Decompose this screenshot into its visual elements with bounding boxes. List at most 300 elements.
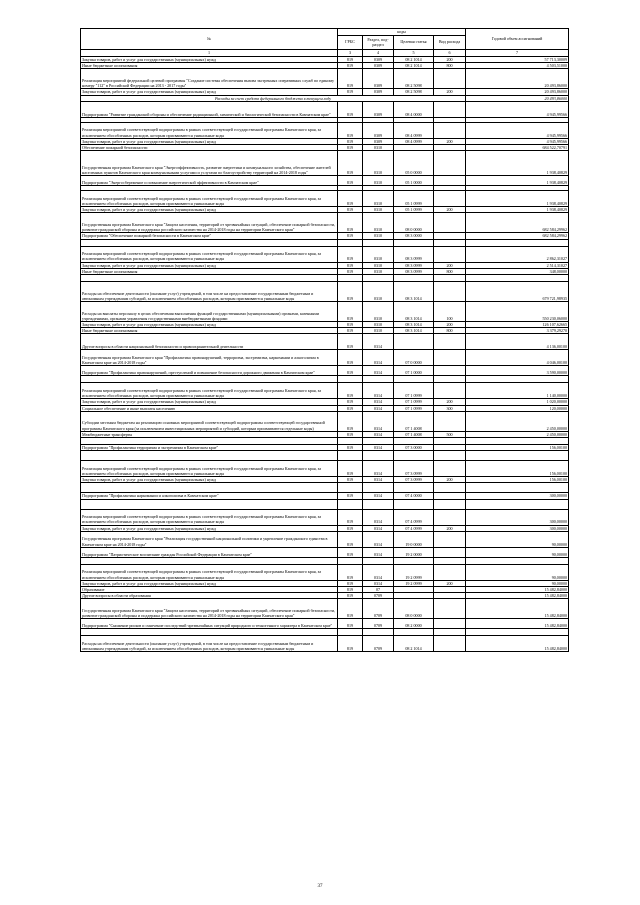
table-row <box>81 176 569 186</box>
razdel-cell <box>363 239 394 246</box>
table-row <box>81 122 569 138</box>
razdel-cell <box>363 483 394 493</box>
expense-type-cell <box>434 557 466 564</box>
grbs-cell: 819 <box>338 151 363 176</box>
table-row <box>81 191 569 207</box>
header-num: № <box>81 29 338 50</box>
amount-cell <box>466 376 569 383</box>
amount-cell: 90,00000 <box>466 564 569 580</box>
name-cell: Иные бюджетные ассигнования <box>81 63 338 69</box>
expense-type-cell <box>434 383 466 399</box>
amount-cell: 550 230,06000 <box>466 302 569 322</box>
target-article-cell <box>394 629 434 636</box>
grbs-cell: 819 <box>338 509 363 525</box>
amount-cell: 15 482,84000 <box>466 593 569 599</box>
table-row <box>81 599 569 619</box>
name-cell <box>81 438 338 445</box>
target-article-cell: 07 1 0999 <box>394 405 434 411</box>
target-article-cell <box>394 334 434 350</box>
name-cell: Реализация мероприятий федеральной целевой программы "Создание системы обеспечения вызова экстренных оперативных служб по единому номеру "112" в Российской Федерации на 2013 - 2017 годы" <box>81 69 338 89</box>
razdel-cell: 0314 <box>363 445 394 451</box>
razdel-cell: 0310 <box>363 328 394 334</box>
name-cell <box>81 483 338 493</box>
table-row <box>81 411 569 431</box>
razdel-cell: 0310 <box>363 176 394 186</box>
amount-cell: 20 493,86000 <box>466 89 569 95</box>
table-row <box>81 619 569 629</box>
budget-table <box>80 28 569 652</box>
name-cell: Государственная программа Камчатского края "Защита населения, территорий от чрезвычайных ситуаций, обеспечение пожарной безопасности, развитие гражданской обороны и поддержка российского казачества на 2014-2018 годы на территории Камчатского края" <box>81 599 338 619</box>
target-article-cell: 05 0 0000 <box>394 151 434 176</box>
grbs-cell: 819 <box>338 191 363 207</box>
table-row <box>81 239 569 246</box>
razdel-cell: 0310 <box>363 191 394 207</box>
amount-cell: 15 482,84000 <box>466 619 569 629</box>
target-article-cell: 07 1 0999 <box>394 383 434 399</box>
razdel-cell: 0310 <box>363 213 394 233</box>
expense-type-cell <box>434 411 466 431</box>
target-article-cell: 07 1 0999 <box>394 399 434 405</box>
razdel-cell: 0309 <box>363 138 394 144</box>
target-article-cell: 19 2 0999 <box>394 564 434 580</box>
expense-type-cell <box>434 69 466 89</box>
amount-cell: 4 945,99566 <box>466 101 569 117</box>
table-row <box>81 499 569 509</box>
amount-cell: 4 945,99566 <box>466 122 569 138</box>
razdel-cell: 0314 <box>363 477 394 483</box>
target-article-cell: 08 0 0000 <box>394 213 434 233</box>
name-cell: Закупка товаров, работ и услуг для государственных (муниципальных) нужд <box>81 89 338 95</box>
grbs-cell: 819 <box>338 636 363 652</box>
amount-cell <box>466 451 569 461</box>
grbs-cell: 819 <box>338 593 363 599</box>
name-cell: Закупка товаров, работ и услуг для государственных (муниципальных) нужд <box>81 138 338 144</box>
target-article-cell: 08 2 0000 <box>394 619 434 629</box>
razdel-cell <box>363 275 394 282</box>
expense-type-cell <box>434 246 466 262</box>
razdel-cell <box>363 499 394 509</box>
expense-type-cell: 200 <box>434 207 466 213</box>
col-number-5: 5 <box>394 50 434 57</box>
razdel-cell: 0310 <box>363 322 394 328</box>
razdel-cell <box>363 557 394 564</box>
razdel-cell: 0310 <box>363 233 394 239</box>
expense-type-cell: 300 <box>434 405 466 411</box>
amount-cell <box>466 557 569 564</box>
razdel-cell: 0314 <box>363 399 394 405</box>
table-row <box>81 461 569 477</box>
table-row <box>81 282 569 302</box>
expense-type-cell <box>434 547 466 557</box>
note-cell: Расходы за счет средств федерального бюджета в текущем году <box>81 95 466 101</box>
razdel-cell: 0314 <box>363 383 394 399</box>
name-cell: Государственная программа Камчатского края "Профилактика правонарушений, терроризма, экстремизма, наркомании и алкоголизма в Камчатском крае на 2014-2018 годы" <box>81 350 338 366</box>
expense-type-cell <box>434 564 466 580</box>
target-article-cell: 07 3 0999 <box>394 477 434 483</box>
grbs-cell: 819 <box>338 366 363 376</box>
target-article-cell: 07 0 0000 <box>394 350 434 366</box>
target-article-cell: 08 4 0000 <box>394 101 434 117</box>
razdel-cell <box>363 451 394 461</box>
razdel-cell: 0709 <box>363 593 394 599</box>
name-cell: Расходы на обеспечение деятельности (оказание услуг) учреждений, в том числе на предоставление государственным бюджетным и автономным учреждениям субсидий, за исключением обособленных расходов, которым присваиваются уникальные коды <box>81 282 338 302</box>
expense-type-cell <box>434 350 466 366</box>
razdel-cell: 0309 <box>363 57 394 63</box>
amount-cell: 300,00000 <box>466 509 569 525</box>
grbs-cell <box>338 376 363 383</box>
target-article-cell: 19 2 0999 <box>394 580 434 586</box>
name-cell: Подпрограмма "Обеспечение пожарной безопасности в Камчатском крае" <box>81 233 338 239</box>
expense-type-cell <box>434 191 466 207</box>
table-row <box>81 69 569 89</box>
grbs-cell: 819 <box>338 350 363 366</box>
expense-type-cell: 200 <box>434 138 466 144</box>
name-cell: Закупка товаров, работ и услуг для государственных (муниципальных) нужд <box>81 207 338 213</box>
name-cell <box>81 629 338 636</box>
name-cell <box>81 499 338 509</box>
name-cell: Обеспечение пожарной безопасности <box>81 145 338 151</box>
target-article-cell: 08 4 0999 <box>394 122 434 138</box>
razdel-cell <box>363 376 394 383</box>
amount-cell <box>466 275 569 282</box>
header-total: Годовой объем ассигнований <box>466 29 569 50</box>
table-row <box>81 547 569 557</box>
grbs-cell: 819 <box>338 233 363 239</box>
grbs-cell: 819 <box>338 322 363 328</box>
amount-cell: 682 584,29962 <box>466 213 569 233</box>
target-article-cell <box>394 499 434 509</box>
name-cell: Реализация мероприятий соответствующей подпрограммы в рамках соответствующей государственной программы Камчатского края, за исключением обособленных расходов, которым присваиваются уникальные коды <box>81 509 338 525</box>
expense-type-cell: 800 <box>434 63 466 69</box>
name-cell: Иные бюджетные ассигнования <box>81 268 338 274</box>
grbs-cell <box>338 438 363 445</box>
col-number-4: 4 <box>363 50 394 57</box>
table-row <box>81 376 569 383</box>
expense-type-cell: 200 <box>434 57 466 63</box>
expense-type-cell <box>434 483 466 493</box>
razdel-cell: 0310 <box>363 302 394 322</box>
target-article-cell: 08 3 1014 <box>394 302 434 322</box>
target-article-cell: 07 1 0000 <box>394 366 434 376</box>
target-article-cell <box>394 557 434 564</box>
razdel-cell: 0314 <box>363 411 394 431</box>
grbs-cell <box>338 275 363 282</box>
table-row <box>81 383 569 399</box>
target-article-cell: 08 4 0999 <box>394 138 434 144</box>
page-number: 37 <box>317 884 323 889</box>
expense-type-cell <box>434 282 466 302</box>
grbs-cell: 819 <box>338 246 363 262</box>
target-article-cell <box>394 376 434 383</box>
razdel-cell: 0309 <box>363 69 394 89</box>
grbs-cell: 819 <box>338 411 363 431</box>
amount-cell: 1 140,00000 <box>466 383 569 399</box>
amount-cell: 1 020,00000 <box>466 399 569 405</box>
name-cell: Расходы на обеспечение деятельности (оказание услуг) учреждений, в том числе на предоставление государственным бюджетным и автономным учреждениям субсидий, за исключением обособленных расходов, которым присваиваются уникальные коды <box>81 636 338 652</box>
amount-cell: 682 584,29962 <box>466 233 569 239</box>
expense-type-cell <box>434 499 466 509</box>
amount-cell: 2 450,00000 <box>466 431 569 437</box>
table-row <box>81 557 569 564</box>
expense-type-cell <box>434 213 466 233</box>
grbs-cell: 819 <box>338 580 363 586</box>
name-cell: Государственная программа Камчатского края "Реализация государственной национальной политики и укрепление гражданского единства в Камчатском крае на 2014-2018 годы" <box>81 531 338 547</box>
table-row <box>81 629 569 636</box>
amount-cell <box>466 629 569 636</box>
name-cell <box>81 275 338 282</box>
amount-cell: 4 503,51000 <box>466 63 569 69</box>
amount-cell: 20 493,86000 <box>466 69 569 89</box>
razdel-cell: 0314 <box>363 431 394 437</box>
target-article-cell: 08 2 5098 <box>394 69 434 89</box>
name-cell: Подпрограмма "Снижение рисков и смягчение последствий чрезвычайных ситуаций природного и техногенного характера в Камчатском крае" <box>81 619 338 629</box>
target-article-cell: 08 0 0000 <box>394 599 434 619</box>
amount-cell <box>466 499 569 509</box>
razdel-cell: 0709 <box>363 619 394 629</box>
col-number-6: 6 <box>434 50 466 57</box>
razdel-cell: 0314 <box>363 564 394 580</box>
grbs-cell: 819 <box>338 399 363 405</box>
table-row <box>81 483 569 493</box>
target-article-cell: 07 4 0999 <box>394 509 434 525</box>
header-vr: Вид расхода <box>434 36 466 50</box>
table-row <box>81 366 569 376</box>
table-row <box>81 151 569 176</box>
expense-type-cell <box>434 275 466 282</box>
target-article-cell: 08 3 0999 <box>394 246 434 262</box>
col-number-3: 3 <box>338 50 363 57</box>
amount-cell: 3 590,00000 <box>466 366 569 376</box>
razdel-cell: 0709 <box>363 636 394 652</box>
name-cell: Подпрограмма "Патриотическое воспитание граждан Российской Федерации в Камчатском крае" <box>81 547 338 557</box>
grbs-cell: 819 <box>338 599 363 619</box>
name-cell: Другие вопросы в области образования <box>81 593 338 599</box>
amount-cell: 15 482,84000 <box>466 636 569 652</box>
target-article-cell: 08 3 0000 <box>394 233 434 239</box>
target-article-cell <box>394 483 434 493</box>
name-cell: Закупка товаров, работ и услуг для государственных (муниципальных) нужд <box>81 322 338 328</box>
target-article-cell <box>394 451 434 461</box>
amount-cell: 348,00000 <box>466 268 569 274</box>
name-cell: Образование <box>81 587 338 593</box>
expense-type-cell <box>434 451 466 461</box>
grbs-cell: 819 <box>338 69 363 89</box>
razdel-cell <box>363 629 394 636</box>
amount-cell: 1 938,40829 <box>466 151 569 176</box>
razdel-cell: 0314 <box>363 461 394 477</box>
amount-cell: 156,00100 <box>466 461 569 477</box>
razdel-cell: 0314 <box>363 531 394 547</box>
name-cell: Иные бюджетные ассигнования <box>81 328 338 334</box>
name-cell: Социальное обеспечение и иные выплаты населению <box>81 405 338 411</box>
target-article-cell: 08 2 1014 <box>394 63 434 69</box>
name-cell: Реализация мероприятий соответствующей подпрограммы в рамках соответствующей государственной программы Камчатского края, за исключением обособленных расходов, которым присваиваются уникальные коды <box>81 564 338 580</box>
grbs-cell: 819 <box>338 207 363 213</box>
razdel-cell: 07 <box>363 587 394 593</box>
grbs-cell: 819 <box>338 122 363 138</box>
table-body <box>81 57 569 652</box>
target-article-cell: 08 3 0999 <box>394 262 434 268</box>
target-article-cell: 08 3 1014 <box>394 328 434 334</box>
expense-type-cell: 200 <box>434 477 466 483</box>
amount-cell: 57 713,30009 <box>466 57 569 63</box>
header-razdel: Раздел, под-раздел <box>363 36 394 50</box>
razdel-cell <box>363 438 394 445</box>
name-cell: Субсидии местным бюджетам на реализацию основных мероприятий соответствующей подпрограммы соответствующей государственной программы Камчатского края (за исключением инвестиционных мероприятий и субсидий, которым присваиваются отдельные коды) <box>81 411 338 431</box>
name-cell: Подпрограмма "Развитие гражданской обороны и обеспечение радиационной, химической и биологической безопасности в Камчатском крае" <box>81 101 338 117</box>
amount-cell: 2 450,00000 <box>466 411 569 431</box>
razdel-cell: 0314 <box>363 334 394 350</box>
grbs-cell <box>338 629 363 636</box>
grbs-cell: 819 <box>338 461 363 477</box>
grbs-cell: 819 <box>338 334 363 350</box>
name-cell: Расходы на выплаты персоналу в целях обеспечения выполнения функций государственными (муниципальными) органами, казенными учреждениями, органами управления государственными внебюджетными фондами <box>81 302 338 322</box>
expense-type-cell <box>434 461 466 477</box>
name-cell: Межбюджетные трансферты <box>81 431 338 437</box>
amount-cell: 4 945,99566 <box>466 138 569 144</box>
name-cell: Подпрограмма "Профилактика терроризма и экстремизма в Камчатском крае" <box>81 445 338 451</box>
amount-cell: 2 862,31027 <box>466 246 569 262</box>
grbs-cell: 819 <box>338 282 363 302</box>
table-row <box>81 101 569 117</box>
name-cell: Закупка товаров, работ и услуг для государственных (муниципальных) нужд <box>81 477 338 483</box>
target-article-cell <box>394 239 434 246</box>
name-cell: Закупка товаров, работ и услуг для государственных (муниципальных) нужд <box>81 580 338 586</box>
amount-cell: 300,00000 <box>466 493 569 499</box>
expense-type-cell <box>434 509 466 525</box>
amount-cell: 1 938,40829 <box>466 176 569 186</box>
amount-cell: 2 514,31027 <box>466 262 569 268</box>
expense-type-cell <box>434 629 466 636</box>
table-row <box>81 334 569 350</box>
razdel-cell: 0310 <box>363 262 394 268</box>
amount-cell: 4 136,00100 <box>466 334 569 350</box>
name-cell <box>81 557 338 564</box>
razdel-cell: 0309 <box>363 101 394 117</box>
header-codes: коды <box>338 29 466 36</box>
grbs-cell: 819 <box>338 138 363 144</box>
grbs-cell: 819 <box>338 531 363 547</box>
grbs-cell: 819 <box>338 587 363 593</box>
expense-type-cell: 200 <box>434 89 466 95</box>
name-cell: Закупка товаров, работ и услуг для государственных (муниципальных) нужд <box>81 262 338 268</box>
name-cell: Закупка товаров, работ и услуг для государственных (муниципальных) нужд <box>81 399 338 405</box>
razdel-cell: 0709 <box>363 599 394 619</box>
table-row <box>81 438 569 445</box>
expense-type-cell <box>434 122 466 138</box>
table-row <box>81 275 569 282</box>
name-cell: Закупка товаров, работ и услуг для государственных (муниципальных) нужд <box>81 57 338 63</box>
amount-cell: 156,00100 <box>466 477 569 483</box>
amount-cell: 1 938,40829 <box>466 207 569 213</box>
target-article-cell <box>394 438 434 445</box>
grbs-cell: 819 <box>338 405 363 411</box>
expense-type-cell: 200 <box>434 580 466 586</box>
amount-cell: 90,00000 <box>466 531 569 547</box>
expense-type-cell: 800 <box>434 328 466 334</box>
name-cell: Подпрограмма "Профилактика правонарушений, преступлений и повышение безопасности дорожного движения в Камчатском крае" <box>81 366 338 376</box>
razdel-cell: 0310 <box>363 246 394 262</box>
table-row <box>81 350 569 366</box>
expense-type-cell <box>434 599 466 619</box>
name-cell: Подпрограмма "Профилактика наркомании и алкоголизма в Камчатском крае" <box>81 493 338 499</box>
expense-type-cell <box>434 334 466 350</box>
amount-cell: 300,00000 <box>466 525 569 531</box>
expense-type-cell: 800 <box>434 268 466 274</box>
razdel-cell: 0314 <box>363 580 394 586</box>
amount-cell <box>466 239 569 246</box>
target-article-cell: 19 0 0000 <box>394 531 434 547</box>
grbs-cell: 819 <box>338 262 363 268</box>
razdel-cell: 0314 <box>363 350 394 366</box>
col-number-7: 7 <box>466 50 569 57</box>
target-article-cell: 08 2 5098 <box>394 89 434 95</box>
name-cell: Государственная программа Камчатского края "Энергоэффективность, развитие энергетики и коммунального хозяйства, обеспечение жителей населенных пунктов Камчатского края коммунальными услугами и услугами по благоустройству территорий на 2014-2018 годы" <box>81 151 338 176</box>
target-article-cell: 08 2 1014 <box>394 57 434 63</box>
grbs-cell: 819 <box>338 145 363 151</box>
razdel-cell: 0310 <box>363 207 394 213</box>
table-row <box>81 509 569 525</box>
expense-type-cell <box>434 176 466 186</box>
expense-type-cell <box>434 151 466 176</box>
budget-table-sheet <box>80 28 568 652</box>
target-article-cell: 08 3 0999 <box>394 268 434 274</box>
target-article-cell <box>394 275 434 282</box>
expense-type-cell <box>434 101 466 117</box>
amount-cell: 15 482,84000 <box>466 599 569 619</box>
grbs-cell: 819 <box>338 477 363 483</box>
grbs-cell: 819 <box>338 445 363 451</box>
razdel-cell: 0314 <box>363 405 394 411</box>
grbs-cell: 819 <box>338 101 363 117</box>
razdel-cell: 0309 <box>363 63 394 69</box>
grbs-cell <box>338 451 363 461</box>
table-row <box>81 636 569 652</box>
table-row <box>81 213 569 233</box>
razdel-cell: 0314 <box>363 547 394 557</box>
amount-cell: 3 379,29270 <box>466 328 569 334</box>
grbs-cell <box>338 499 363 509</box>
name-cell: Реализация мероприятий соответствующей подпрограммы в рамках соответствующей государственной программы Камчатского края, за исключением обособленных расходов, которым присваиваются уникальные коды <box>81 461 338 477</box>
table-row <box>81 451 569 461</box>
grbs-cell <box>338 483 363 493</box>
grbs-cell: 819 <box>338 431 363 437</box>
amount-cell <box>466 483 569 493</box>
grbs-cell: 819 <box>338 176 363 186</box>
razdel-cell: 0314 <box>363 509 394 525</box>
target-article-cell: 07 4 0999 <box>394 525 434 531</box>
table-row <box>81 246 569 262</box>
grbs-cell: 819 <box>338 525 363 531</box>
expense-type-cell <box>434 636 466 652</box>
amount-cell <box>466 438 569 445</box>
razdel-cell: 0310 <box>363 282 394 302</box>
target-article-cell: 05 1 0000 <box>394 176 434 186</box>
col-number-1: 1 <box>81 50 338 57</box>
name-cell: Другие вопросы в области национальной безопасности и правоохранительной деятельности <box>81 334 338 350</box>
target-article-cell: 07 3 0999 <box>394 461 434 477</box>
grbs-cell: 819 <box>338 383 363 399</box>
grbs-cell: 819 <box>338 213 363 233</box>
header-csr: Целевая статья <box>394 36 434 50</box>
amount-cell: 684 522,70791 <box>466 145 569 151</box>
grbs-cell: 819 <box>338 493 363 499</box>
target-article-cell: 08 2 1014 <box>394 636 434 652</box>
expense-type-cell: 200 <box>434 525 466 531</box>
grbs-cell: 819 <box>338 619 363 629</box>
table-row <box>81 564 569 580</box>
expense-type-cell: 100 <box>434 302 466 322</box>
